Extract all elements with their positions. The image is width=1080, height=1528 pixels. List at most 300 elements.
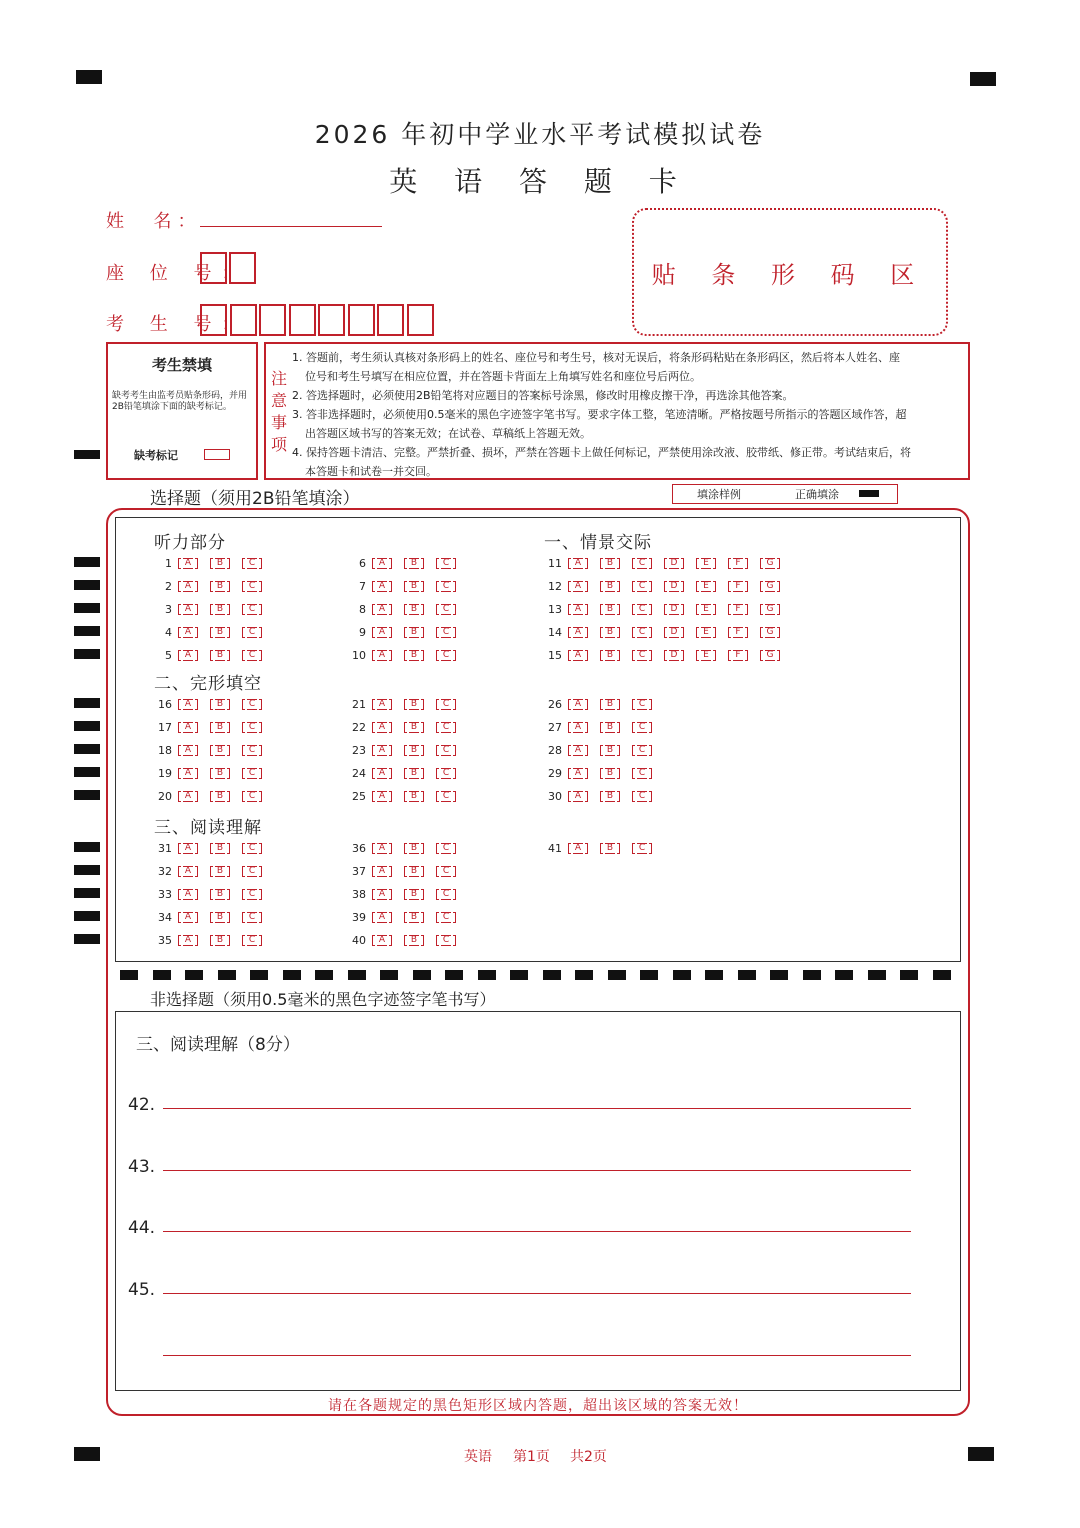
option-letter: A <box>184 557 192 568</box>
option-bubble[interactable] <box>696 581 716 592</box>
option-letter: A <box>574 767 582 778</box>
option-letter: B <box>216 603 224 614</box>
option-bubble[interactable] <box>568 768 588 779</box>
situational-heading: 一、情景交际 <box>544 533 652 553</box>
option-letter: F <box>735 580 741 591</box>
option-bubble[interactable] <box>210 722 230 733</box>
option-bubble[interactable] <box>632 791 652 802</box>
option-bubble[interactable] <box>242 889 262 900</box>
option-bubble[interactable] <box>664 650 684 661</box>
option-bubble[interactable] <box>632 581 652 592</box>
option-letter: B <box>216 767 224 778</box>
option-bubble[interactable] <box>372 791 392 802</box>
option-bubble[interactable] <box>178 889 198 900</box>
option-letter: A <box>378 557 386 568</box>
option-letter: A <box>184 865 192 876</box>
option-letter: A <box>378 603 386 614</box>
absent-mark-box[interactable] <box>204 449 230 460</box>
absent-label: 缺考标记 <box>134 449 178 462</box>
option-bubble[interactable] <box>210 650 230 661</box>
question-row <box>536 602 792 616</box>
option-letter: E <box>703 603 709 614</box>
option-bubble[interactable] <box>404 722 424 733</box>
option-bubble[interactable] <box>436 722 456 733</box>
option-bubble[interactable] <box>210 699 230 710</box>
option-letter: D <box>670 603 678 614</box>
separator-dash <box>218 970 236 980</box>
separator-dash <box>835 970 853 980</box>
option-bubble[interactable] <box>242 581 262 592</box>
option-bubble[interactable] <box>632 558 652 569</box>
option-bubble[interactable] <box>696 627 716 638</box>
answer-line[interactable] <box>163 1108 911 1109</box>
option-bubble[interactable] <box>568 722 588 733</box>
option-bubble[interactable] <box>728 627 748 638</box>
option-letter: B <box>410 911 418 922</box>
option-bubble[interactable] <box>436 581 456 592</box>
option-bubble[interactable] <box>760 627 780 638</box>
option-bubble[interactable] <box>568 627 588 638</box>
option-bubble[interactable] <box>600 791 620 802</box>
option-bubble[interactable] <box>178 627 198 638</box>
notice-item: 3. 答非选择题时，必须使用0.5毫米的黑色字迹签字笔书写。要求字体工整，笔迹清晰。严格按题号所指示的答题区域作答，超 <box>292 408 907 421</box>
option-letter: A <box>378 842 386 853</box>
option-bubble[interactable] <box>728 650 748 661</box>
option-bubble[interactable] <box>568 604 588 615</box>
option-bubble[interactable] <box>210 768 230 779</box>
option-letter: A <box>378 767 386 778</box>
option-bubble[interactable] <box>242 627 262 638</box>
question-number: 1 <box>165 556 172 570</box>
option-bubble[interactable] <box>178 791 198 802</box>
option-bubble[interactable] <box>372 722 392 733</box>
option-bubble[interactable] <box>664 604 684 615</box>
option-bubble[interactable] <box>632 650 652 661</box>
option-bubble[interactable] <box>632 768 652 779</box>
option-bubble[interactable] <box>372 866 392 877</box>
option-letter: B <box>606 626 614 637</box>
option-bubble[interactable] <box>664 627 684 638</box>
option-bubble[interactable] <box>632 627 652 638</box>
separator-dash <box>868 970 886 980</box>
option-bubble[interactable] <box>696 650 716 661</box>
option-letter: B <box>216 911 224 922</box>
option-letter: C <box>442 721 450 732</box>
question-number: 21 <box>352 697 366 711</box>
option-bubble[interactable] <box>600 843 620 854</box>
option-letter: A <box>378 649 386 660</box>
option-bubble[interactable] <box>600 581 620 592</box>
answer-line-extra[interactable] <box>163 1355 911 1356</box>
option-bubble[interactable] <box>404 699 424 710</box>
option-bubble[interactable] <box>178 604 198 615</box>
option-bubble[interactable] <box>696 604 716 615</box>
bottom-notice: 请在各题规定的黑色矩形区域内答题，超出该区域的答案无效！ <box>328 1398 748 1414</box>
option-bubble[interactable] <box>760 581 780 592</box>
option-bubble[interactable] <box>436 699 456 710</box>
notice-item: 本答题卡和试卷一并交回。 <box>305 465 437 478</box>
option-letter: A <box>184 888 192 899</box>
question-row <box>146 789 274 803</box>
option-bubble[interactable] <box>178 843 198 854</box>
question-number: 24 <box>352 766 366 780</box>
seat-box-1[interactable] <box>200 252 227 284</box>
option-letter: C <box>638 790 646 801</box>
option-bubble[interactable] <box>404 912 424 923</box>
option-letter: B <box>606 649 614 660</box>
option-letter: D <box>670 649 678 660</box>
option-bubble[interactable] <box>242 791 262 802</box>
option-bubble[interactable] <box>404 866 424 877</box>
correct-fill-label: 正确填涂 <box>795 488 839 501</box>
option-bubble[interactable] <box>760 558 780 569</box>
option-bubble[interactable] <box>600 604 620 615</box>
option-bubble[interactable] <box>210 604 230 615</box>
option-bubble[interactable] <box>404 627 424 638</box>
option-bubble[interactable] <box>210 843 230 854</box>
name-label: 姓 名： <box>106 211 202 232</box>
option-letter: A <box>184 911 192 922</box>
option-bubble[interactable] <box>210 791 230 802</box>
option-bubble[interactable] <box>242 866 262 877</box>
option-bubble[interactable] <box>632 722 652 733</box>
option-bubble[interactable] <box>242 843 262 854</box>
separator-dash <box>283 970 301 980</box>
question-row <box>146 743 274 757</box>
separator-dash <box>348 970 366 980</box>
option-bubble[interactable] <box>372 581 392 592</box>
option-bubble[interactable] <box>632 699 652 710</box>
question-row <box>340 625 468 639</box>
notice-vertical-char: 项 <box>270 435 287 454</box>
option-bubble[interactable] <box>568 581 588 592</box>
timing-mark <box>74 934 100 944</box>
option-bubble[interactable] <box>568 745 588 756</box>
option-bubble[interactable] <box>178 699 198 710</box>
option-bubble[interactable] <box>178 745 198 756</box>
option-bubble[interactable] <box>372 768 392 779</box>
question-row <box>340 743 468 757</box>
separator-dash <box>803 970 821 980</box>
option-letter: C <box>442 580 450 591</box>
option-letter: C <box>638 744 646 755</box>
option-bubble[interactable] <box>404 604 424 615</box>
option-letter: B <box>410 790 418 801</box>
option-bubble[interactable] <box>728 604 748 615</box>
question-number: 26 <box>548 697 562 711</box>
option-letter: C <box>248 557 256 568</box>
option-bubble[interactable] <box>242 935 262 946</box>
separator-dash <box>738 970 756 980</box>
question-row <box>340 720 468 734</box>
option-letter: B <box>216 721 224 732</box>
option-bubble[interactable] <box>178 768 198 779</box>
option-bubble[interactable] <box>568 699 588 710</box>
option-bubble[interactable] <box>632 843 652 854</box>
option-bubble[interactable] <box>728 558 748 569</box>
option-bubble[interactable] <box>210 558 230 569</box>
option-bubble[interactable] <box>568 791 588 802</box>
option-letter: D <box>670 557 678 568</box>
question-number: 36 <box>352 841 366 855</box>
option-bubble[interactable] <box>404 889 424 900</box>
option-letter: B <box>606 790 614 801</box>
exam-number-box[interactable] <box>407 304 434 336</box>
option-bubble[interactable] <box>404 558 424 569</box>
option-bubble[interactable] <box>436 791 456 802</box>
question-row <box>340 602 468 616</box>
option-letter: B <box>410 744 418 755</box>
corner-mark-bottom-left <box>74 1447 100 1461</box>
option-letter: B <box>216 698 224 709</box>
option-bubble[interactable] <box>178 912 198 923</box>
option-letter: E <box>703 557 709 568</box>
option-bubble[interactable] <box>242 650 262 661</box>
option-letter: C <box>638 649 646 660</box>
option-bubble[interactable] <box>242 745 262 756</box>
question-row <box>536 841 664 855</box>
separator-dash <box>120 970 138 980</box>
seat-label: 座 位 号： <box>106 263 250 284</box>
question-number: 15 <box>548 648 562 662</box>
option-bubble[interactable] <box>242 912 262 923</box>
answer-line[interactable] <box>163 1231 911 1232</box>
option-bubble[interactable] <box>178 866 198 877</box>
notice-item: 位号和考生号填写在相应位置，并在答题卡背面左上角填写姓名和座位号后两位。 <box>305 370 701 383</box>
option-letter: B <box>216 744 224 755</box>
separator-dash <box>770 970 788 980</box>
option-bubble[interactable] <box>600 558 620 569</box>
question-number: 38 <box>352 887 366 901</box>
option-bubble[interactable] <box>664 558 684 569</box>
option-bubble[interactable] <box>436 866 456 877</box>
exam-title: 2026 年初中学业水平考试模拟试卷 <box>314 120 766 149</box>
option-bubble[interactable] <box>372 843 392 854</box>
option-bubble[interactable] <box>568 558 588 569</box>
option-bubble[interactable] <box>372 627 392 638</box>
option-bubble[interactable] <box>404 581 424 592</box>
option-bubble[interactable] <box>632 604 652 615</box>
option-bubble[interactable] <box>436 889 456 900</box>
option-bubble[interactable] <box>178 722 198 733</box>
option-bubble[interactable] <box>760 650 780 661</box>
separator-dash <box>185 970 203 980</box>
option-bubble[interactable] <box>210 912 230 923</box>
option-bubble[interactable] <box>404 791 424 802</box>
option-letter: A <box>378 865 386 876</box>
separator-dash <box>315 970 333 980</box>
exam-number-box[interactable] <box>259 304 286 336</box>
option-letter: C <box>248 649 256 660</box>
option-bubble[interactable] <box>372 745 392 756</box>
option-letter: G <box>766 557 774 568</box>
exam-number-box[interactable] <box>200 304 227 336</box>
option-bubble[interactable] <box>436 768 456 779</box>
timing-mark <box>74 626 100 636</box>
option-bubble[interactable] <box>696 558 716 569</box>
option-letter: C <box>248 744 256 755</box>
seat-box-2[interactable] <box>229 252 256 284</box>
question-number: 14 <box>548 625 562 639</box>
question-row <box>340 933 468 947</box>
option-bubble[interactable] <box>404 650 424 661</box>
option-letter: C <box>442 649 450 660</box>
question-number: 32 <box>158 864 172 878</box>
option-bubble[interactable] <box>404 843 424 854</box>
option-letter: C <box>248 911 256 922</box>
option-bubble[interactable] <box>404 935 424 946</box>
option-bubble[interactable] <box>178 581 198 592</box>
question-row <box>340 789 468 803</box>
name-line[interactable] <box>200 226 382 227</box>
option-letter: B <box>410 580 418 591</box>
question-number: 30 <box>548 789 562 803</box>
question-row <box>146 697 274 711</box>
option-bubble[interactable] <box>760 604 780 615</box>
exam-number-box[interactable] <box>289 304 316 336</box>
forbidden-box <box>106 342 258 480</box>
option-bubble[interactable] <box>436 558 456 569</box>
option-bubble[interactable] <box>372 889 392 900</box>
option-bubble[interactable] <box>600 650 620 661</box>
option-letter: B <box>216 580 224 591</box>
option-bubble[interactable] <box>728 581 748 592</box>
corner-mark-top-right <box>970 72 996 86</box>
separator-dash <box>673 970 691 980</box>
exam-number-box[interactable] <box>348 304 375 336</box>
option-bubble[interactable] <box>242 699 262 710</box>
option-bubble[interactable] <box>210 935 230 946</box>
option-bubble[interactable] <box>600 627 620 638</box>
option-letter: C <box>248 580 256 591</box>
option-letter: B <box>410 557 418 568</box>
option-letter: B <box>606 744 614 755</box>
option-bubble[interactable] <box>372 558 392 569</box>
timing-mark <box>74 721 100 731</box>
option-bubble[interactable] <box>436 843 456 854</box>
option-bubble[interactable] <box>664 581 684 592</box>
corner-mark-top-left <box>76 70 102 84</box>
option-bubble[interactable] <box>242 558 262 569</box>
option-bubble[interactable] <box>600 699 620 710</box>
option-bubble[interactable] <box>178 558 198 569</box>
option-bubble[interactable] <box>404 768 424 779</box>
answer-number: 44. <box>128 1218 156 1238</box>
option-letter: G <box>766 649 774 660</box>
answer-number: 45. <box>128 1279 156 1300</box>
option-bubble[interactable] <box>372 912 392 923</box>
option-letter: C <box>638 557 646 568</box>
option-letter: C <box>248 865 256 876</box>
question-row <box>146 766 274 780</box>
option-bubble[interactable] <box>372 935 392 946</box>
question-row <box>536 648 792 662</box>
option-bubble[interactable] <box>600 745 620 756</box>
option-bubble[interactable] <box>210 581 230 592</box>
option-bubble[interactable] <box>404 745 424 756</box>
option-letter: A <box>184 580 192 591</box>
option-bubble[interactable] <box>372 699 392 710</box>
option-letter: A <box>574 580 582 591</box>
option-bubble[interactable] <box>210 889 230 900</box>
option-bubble[interactable] <box>178 650 198 661</box>
question-number: 20 <box>158 789 172 803</box>
question-number: 33 <box>158 887 172 901</box>
option-bubble[interactable] <box>436 604 456 615</box>
question-row <box>340 648 468 662</box>
option-bubble[interactable] <box>600 722 620 733</box>
option-letter: A <box>378 888 386 899</box>
option-bubble[interactable] <box>436 627 456 638</box>
option-bubble[interactable] <box>632 745 652 756</box>
option-bubble[interactable] <box>372 604 392 615</box>
option-bubble[interactable] <box>436 912 456 923</box>
footer-total: 共2页 <box>570 1449 607 1465</box>
question-number: 25 <box>352 789 366 803</box>
forbidden-title: 考生禁填 <box>151 356 212 374</box>
answer-number: 43. <box>128 1156 156 1177</box>
option-bubble[interactable] <box>210 627 230 638</box>
option-bubble[interactable] <box>568 650 588 661</box>
timing-mark <box>74 767 100 777</box>
option-bubble[interactable] <box>178 935 198 946</box>
option-letter: B <box>410 603 418 614</box>
option-bubble[interactable] <box>600 768 620 779</box>
option-letter: B <box>216 888 224 899</box>
option-bubble[interactable] <box>210 866 230 877</box>
separator-dash <box>900 970 918 980</box>
option-bubble[interactable] <box>436 650 456 661</box>
option-letter: B <box>410 626 418 637</box>
footer-subject: 英语 <box>464 1449 492 1465</box>
option-bubble[interactable] <box>242 604 262 615</box>
option-letter: A <box>184 721 192 732</box>
question-number: 7 <box>359 579 366 593</box>
question-row <box>146 841 274 855</box>
option-letter: B <box>410 698 418 709</box>
option-letter: B <box>216 790 224 801</box>
exam-number-box[interactable] <box>318 304 345 336</box>
notice-vertical-label <box>270 368 288 456</box>
option-bubble[interactable] <box>242 768 262 779</box>
side-mark-absent <box>74 450 100 459</box>
timing-mark <box>74 842 100 852</box>
option-letter: C <box>442 790 450 801</box>
option-letter: D <box>670 626 678 637</box>
option-letter: B <box>606 580 614 591</box>
option-bubble[interactable] <box>372 650 392 661</box>
separator-dash <box>478 970 496 980</box>
option-bubble[interactable] <box>210 745 230 756</box>
option-letter: A <box>184 790 192 801</box>
option-letter: C <box>248 842 256 853</box>
option-letter: C <box>442 626 450 637</box>
option-letter: A <box>184 842 192 853</box>
option-bubble[interactable] <box>436 935 456 946</box>
option-letter: A <box>378 698 386 709</box>
answer-line[interactable] <box>163 1293 911 1294</box>
timing-mark <box>74 557 100 567</box>
exam-number-box[interactable] <box>230 304 257 336</box>
option-bubble[interactable] <box>568 843 588 854</box>
notice-vertical-char: 注 <box>270 369 287 388</box>
option-bubble[interactable] <box>436 745 456 756</box>
option-letter: C <box>638 626 646 637</box>
exam-number-box[interactable] <box>377 304 404 336</box>
option-bubble[interactable] <box>242 722 262 733</box>
answer-line[interactable] <box>163 1170 911 1171</box>
timing-mark <box>74 580 100 590</box>
